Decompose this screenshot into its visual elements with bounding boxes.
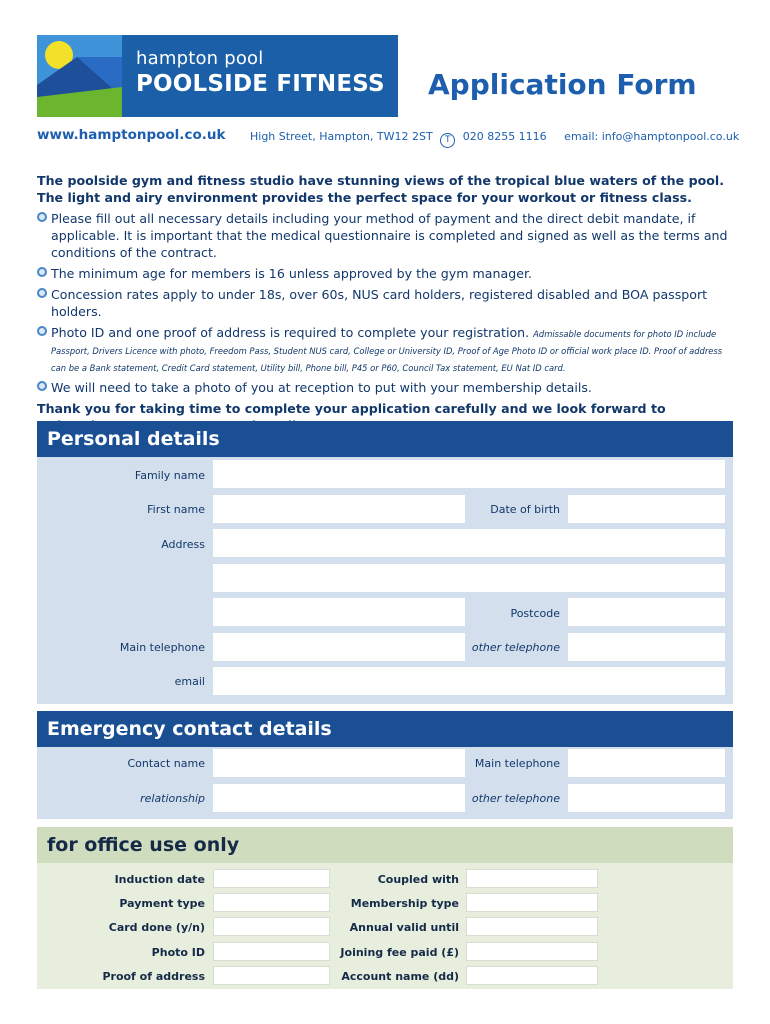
- card-done-label: Card done (y/n): [108, 921, 205, 934]
- emergency-other-telephone-label: other telephone: [471, 792, 560, 805]
- bullet-text: We will need to take a photo of you at reception to put with your membership details.: [51, 380, 592, 395]
- thanks-text: Thank you for taking time to complete your application carefully and we look forward to: [37, 401, 666, 416]
- personal-details-heading: Personal details: [37, 421, 733, 457]
- other-telephone-field[interactable]: [568, 633, 725, 661]
- annual-valid-until-field[interactable]: [466, 917, 598, 936]
- main-telephone-label: Main telephone: [119, 641, 205, 654]
- logo-wordmark: [122, 35, 398, 117]
- bullet-icon: [37, 381, 47, 391]
- contact-line: [250, 130, 739, 148]
- office-use-section: [37, 827, 733, 989]
- emergency-main-telephone-field[interactable]: [568, 749, 725, 777]
- membership-type-field[interactable]: [466, 893, 598, 912]
- bullet-4: [37, 324, 737, 375]
- bullet-text: The minimum age for members is 16 unless approved by the gym manager.: [51, 266, 532, 281]
- bullet-3: [37, 286, 737, 320]
- account-name-label: Account name (dd): [341, 970, 459, 983]
- bullet-text: Please fill out all necessary details including your method of payment and the direct debit mandate, if applicable. It is important that the medical questionnaire is completed and signed as well as the terms and conditions of the contract.: [51, 211, 728, 260]
- dob-field[interactable]: [568, 495, 725, 523]
- phone-number: 020 8255 1116: [462, 130, 547, 143]
- proof-of-address-field[interactable]: [213, 966, 330, 985]
- bullet-4-main: Photo ID and one proof of address is required to complete your registration.: [51, 325, 530, 340]
- proof-of-address-label: Proof of address: [102, 970, 205, 983]
- card-done-field[interactable]: [213, 917, 330, 936]
- joining-fee-field[interactable]: [466, 942, 598, 961]
- family-name-field[interactable]: [213, 460, 725, 488]
- coupled-with-label: Coupled with: [377, 873, 459, 886]
- coupled-with-field[interactable]: [466, 869, 598, 888]
- logo-artwork: [37, 35, 122, 117]
- bullet-1: [37, 210, 737, 261]
- first-name-label: First name: [147, 503, 205, 516]
- payment-type-field[interactable]: [213, 893, 330, 912]
- bullet-4-note: Admissable documents for photo ID include Passport, Drivers Licence with photo, Freedom Pass, Student NUS card, College or University ID, Proof of Age Photo ID or official work place ID. Proof of address can be a Bank statement, Credit Card statement, Utility bill, Phone bill, P45 or P60, Council Tax statement, EU Nat ID card.: [51, 329, 723, 373]
- pool-logo-icon: [37, 35, 122, 117]
- induction-date-label: Induction date: [114, 873, 205, 886]
- emergency-main-telephone-label: Main telephone: [474, 757, 560, 770]
- relationship-label: relationship: [140, 792, 205, 805]
- bullet-icon: [37, 212, 47, 222]
- bullet-text: [51, 324, 737, 375]
- address-line-1-field[interactable]: [213, 529, 725, 557]
- induction-date-field[interactable]: [213, 869, 330, 888]
- email-label: email: [174, 675, 205, 688]
- family-name-label: Family name: [134, 469, 205, 482]
- intro-block: [37, 172, 737, 434]
- contact-name-label: Contact name: [127, 757, 205, 770]
- email-field[interactable]: [213, 667, 725, 695]
- payment-type-label: Payment type: [119, 897, 205, 910]
- intro-lead: The poolside gym and fitness studio have stunning views of the tropical blue waters of the pool. The light and airy environment provides the perfect space for your workout or fitness class.: [37, 173, 724, 205]
- address-label: Address: [161, 538, 205, 551]
- annual-valid-until-label: Annual valid until: [349, 921, 459, 934]
- logo: [37, 35, 398, 117]
- page-title: Application Form: [428, 68, 697, 101]
- bullet-icon: [37, 267, 47, 277]
- emergency-contact-heading: Emergency contact details: [37, 711, 733, 747]
- website-link[interactable]: www.hamptonpool.co.uk: [37, 127, 226, 143]
- telephone-icon: T: [440, 133, 455, 148]
- photo-id-label: Photo ID: [151, 946, 205, 959]
- logo-line-2: POOLSIDE FITNESS: [136, 71, 385, 97]
- bullet-5: [37, 379, 737, 396]
- office-use-heading: for office use only: [37, 827, 733, 863]
- emergency-contact-section: [37, 711, 733, 819]
- personal-details-section: [37, 421, 733, 704]
- bullet-text: Concession rates apply to under 18s, over 60s, NUS card holders, registered disabled and BOA passport holders.: [51, 287, 708, 319]
- bullet-2: [37, 265, 737, 282]
- bullet-icon: [37, 326, 47, 336]
- membership-type-label: Membership type: [350, 897, 459, 910]
- bullet-icon: [37, 288, 47, 298]
- logo-line-1: hampton pool: [136, 48, 264, 69]
- email-text: email: info@hamptonpool.co.uk: [564, 130, 740, 143]
- photo-id-field[interactable]: [213, 942, 330, 961]
- joining-fee-label: Joining fee paid (£): [340, 946, 459, 959]
- dob-label: Date of birth: [490, 503, 560, 516]
- address-line-2-field[interactable]: [213, 564, 725, 592]
- address-text: High Street, Hampton, TW12 2ST: [250, 130, 433, 143]
- postcode-label: Postcode: [510, 607, 560, 620]
- emergency-other-telephone-field[interactable]: [568, 784, 725, 812]
- account-name-field[interactable]: [466, 966, 598, 985]
- postcode-field[interactable]: [568, 598, 725, 626]
- other-telephone-label: other telephone: [471, 641, 560, 654]
